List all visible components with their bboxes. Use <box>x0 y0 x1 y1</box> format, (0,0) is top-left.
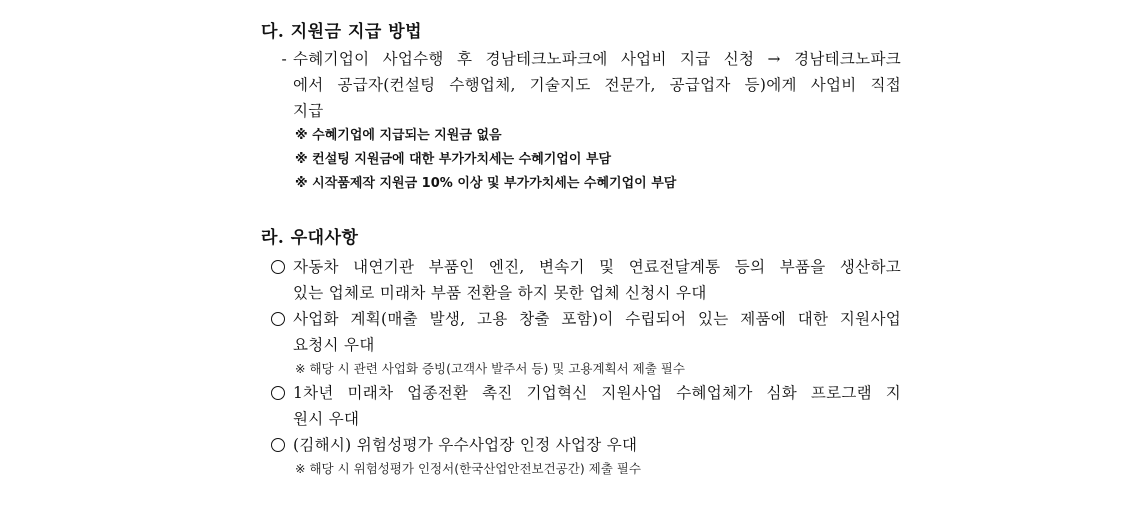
payment-line-1: 수혜기업이 사업수행 후 경남테크노파크에 사업비 지급 신청 → 경남테크노파크 <box>293 50 901 68</box>
preference-item <box>261 306 901 358</box>
preference-3-line-2: 원시 우대 <box>293 410 360 428</box>
preference-4-note: ※ 해당 시 위험성평가 인정서(한국산업안전보건공간) 제출 필수 <box>295 461 641 476</box>
payment-description <box>261 46 901 124</box>
payment-note-1: ※ 수혜기업에 지급되는 지원금 없음 <box>295 128 502 143</box>
section-heading-preferences: 라. 우대사항 <box>261 228 359 248</box>
section-payment-method <box>261 20 901 196</box>
payment-note-3: ※ 시작품제작 지원금 10% 이상 및 부가가치세는 수혜기업이 부담 <box>295 176 677 191</box>
dash-bullet: - <box>281 50 287 68</box>
payment-notes <box>261 124 901 196</box>
circle-bullet-icon <box>271 438 285 452</box>
circle-bullet-icon <box>271 260 285 274</box>
payment-line-3: 지급 <box>293 102 324 120</box>
preference-2-line-2: 요청시 우대 <box>293 336 375 354</box>
preference-3-line-1: 1차년 미래차 업종전환 촉진 기업혁신 지원사업 수혜업체가 심화 프로그램 지 <box>293 384 901 402</box>
preference-2-line-1: 사업화 계획(매출 발생, 고용 창출 포함)이 수립되어 있는 제품에 대한 지원사업 <box>293 310 901 328</box>
payment-note-2: ※ 컨설팅 지원금에 대한 부가가치세는 수혜기업이 부담 <box>295 152 612 167</box>
preference-2-note: ※ 해당 시 관련 사업화 증빙(고객사 발주서 등) 및 고용계획서 제출 필수 <box>295 361 685 376</box>
section-heading-payment: 다. 지원금 지급 방법 <box>261 22 423 42</box>
preference-1-line-2: 있는 업체로 미래차 부품 전환을 하지 못한 업체 신청시 우대 <box>293 284 707 302</box>
circle-bullet-icon <box>271 386 285 400</box>
circle-bullet-icon <box>271 312 285 326</box>
preference-item <box>261 380 901 432</box>
payment-line-2: 에서 공급자(컨설팅 수행업체, 기술지도 전문가, 공급업자 등)에게 사업비 직접 <box>293 76 901 94</box>
section-preferences <box>261 226 901 480</box>
preference-1-line-1: 자동차 내연기관 부품인 엔진, 변속기 및 연료전달계통 등의 부품을 생산하고 <box>293 258 901 276</box>
preference-item <box>261 254 901 306</box>
preference-4-line-1: (김해시) 위험성평가 우수사업장 인정 사업장 우대 <box>293 436 638 454</box>
preference-item <box>261 432 901 458</box>
